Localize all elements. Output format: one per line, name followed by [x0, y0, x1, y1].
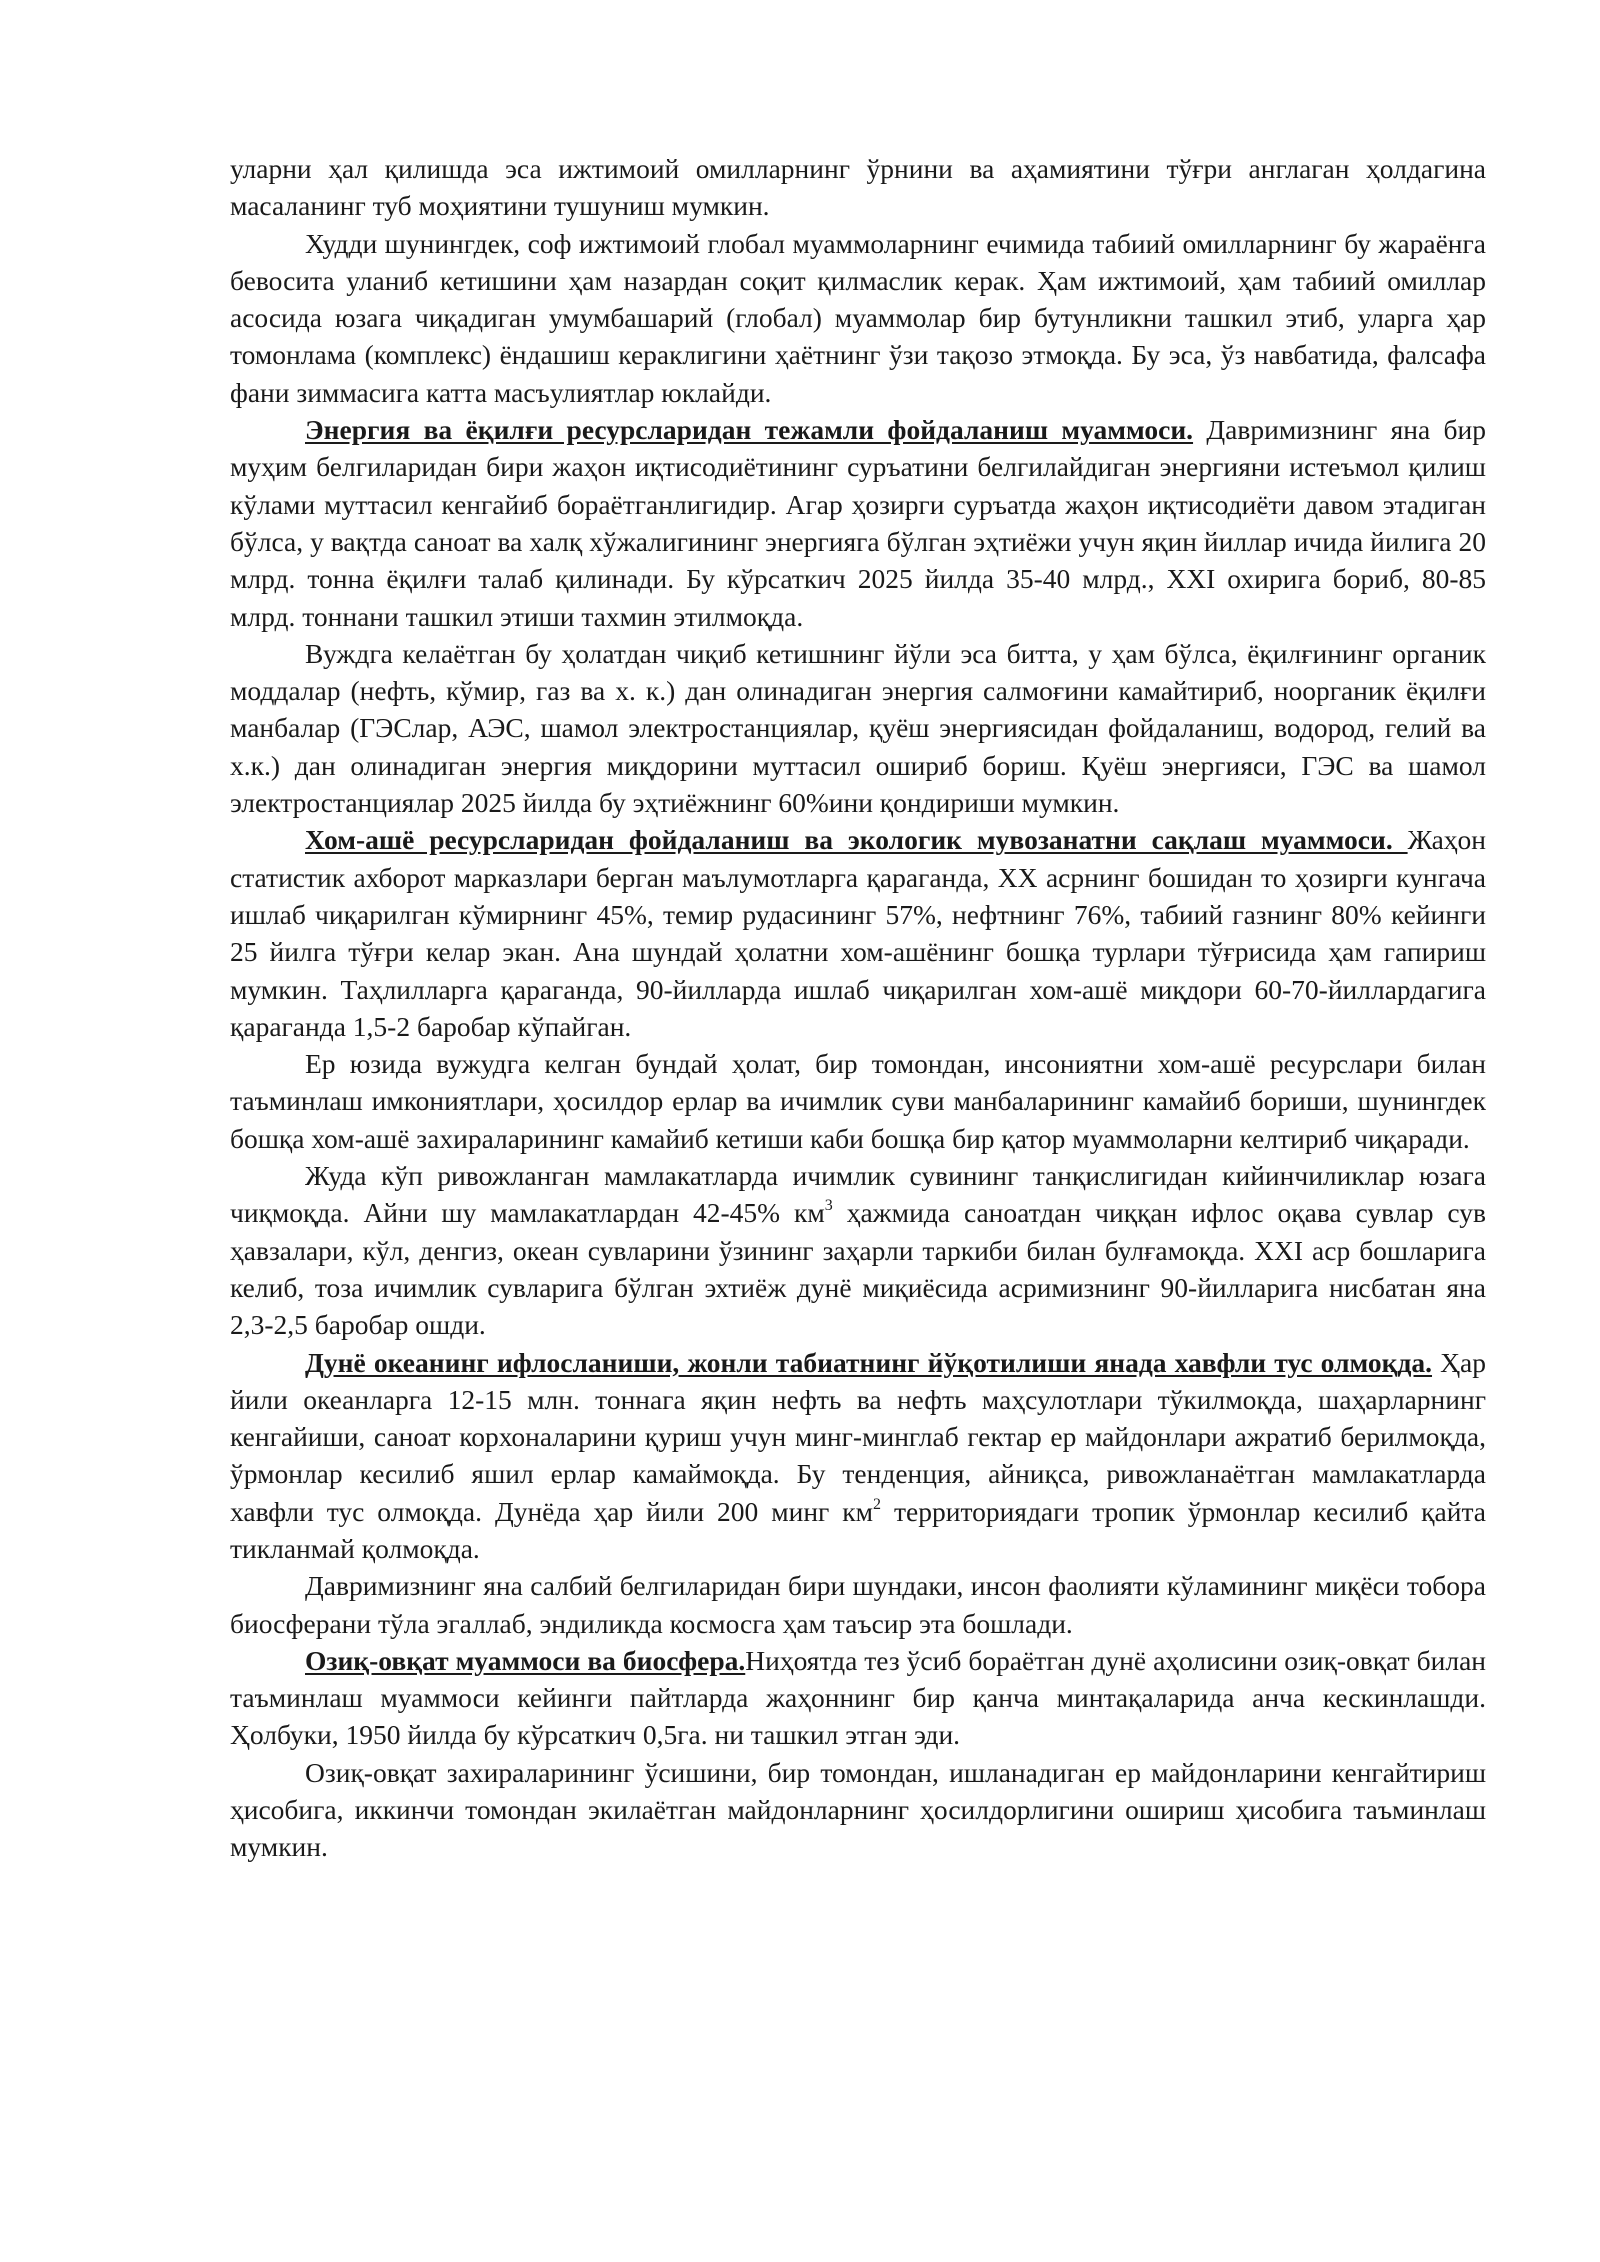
section-heading-energy: Энергия ва ёқилғи ресурсларидан тежамли фойдаланиш муаммоси. — [305, 414, 1194, 446]
document-page — [230, 150, 1486, 1866]
paragraph-biosphere-impact — [230, 1567, 1486, 1642]
paragraph-continuation — [230, 150, 1486, 225]
superscript: 2 — [873, 1495, 882, 1513]
paragraph-text: Худди шунингдек, соф ижтимоий глобал муаммоларнинг ечимида табиий омилларнинг бу жараёнга бевосита уланиб кетишини ҳам назардан соқит қилмаслик керак. Ҳам ижтимоий, ҳам табиий омиллар асосида юзага чиқадиган умумбашарий (глобал) муаммолар бир бутунликни ташкил этиб, уларга ҳар томонлама (комплекс) ёндашиш кераклигини ҳаётнинг ўзи тақозо этмоқда. Бу эса, ўз навбатида, фалсафа фани зиммасига катта масъулиятлар юклайди. — [230, 227, 1486, 408]
paragraph-text: Озиқ-овқат захираларининг ўсишини, бир томондан, ишланадиган ер майдонларини кенгайтириш ҳисобига, иккинчи томондан экилаётган майдонларнинг ҳосилдорлигини ошириш ҳисобига таъминлаш мумкин. — [230, 1756, 1486, 1863]
superscript: 3 — [824, 1197, 833, 1215]
paragraph-text: Давримизнинг яна бир муҳим белгиларидан бири жаҳон иқтисодиётининг суръатини белгилайдиган энергияни истеъмол қилиш кўлами муттасил кенгайиб бораётганлигидир. Агар ҳозирги суръатда жаҳон иқтисодиёти давом этадиган бўлса, у вақтда саноат ва халқ хўжалигининг энергияга бўлган эҳтиёжи учун яқин йиллар ичида йилига 20 млрд. тонна ёқилғи талаб қилинади. Бу кўрсаткич 2025 йилда 35-40 млрд., XXI охирига бориб, 80-85 млрд. тоннани ташкил этиши тахмин этилмоқда. — [230, 414, 1486, 632]
paragraph-text: территориядаги тропик ўрмонлар кесилиб қайта тикланмай қолмоқда. — [230, 1495, 1486, 1564]
paragraph-ocean-pollution — [230, 1344, 1486, 1568]
section-heading-food: Озиқ-овқат муаммоси ва биосфера. — [305, 1644, 746, 1676]
paragraph-food-reserves — [230, 1754, 1486, 1866]
paragraph-water-shortage — [230, 1157, 1486, 1343]
section-heading-raw-materials: Хом-ашё ресурсларидан фойдаланиш ва экологик мувозанатни сақлаш муаммоси. — [305, 824, 1408, 856]
paragraph-text: Ниҳоятда тез ўсиб бораётган дунё аҳолисини озиқ-овқат билан таъминлаш муаммоси кейинги пайтларда жаҳоннинг бир қанча минтақаларида анча кескинлашди. Ҳолбуки, 1950 йилда бу кўрсаткич 0,5га. ни ташкил этган эди. — [230, 1644, 1486, 1751]
paragraph-text: уларни ҳал қилишда эса ижтимоий омилларнинг ўрнини ва аҳамиятини тўғри англаган ҳолдагина масаланинг туб моҳиятини тушуниш мумкин. — [230, 153, 1486, 222]
paragraph-text: Ҳар йили океанларга 12-15 млн. тоннага яқин нефть ва нефть маҳсулотлари тўкилмоқда, шаҳарларнинг кенгайиши, саноат корхоналарини қуриш учун минг-минглаб гектар ер майдонлари ажратиб берилмоқда, ўрмонлар кесилиб яшил ерлар камаймоқда. Бу тенденция, айниқса, ривожланаётган мамлакатларда хавфли тус олмоқда. Дунёда ҳар йили 200 минг км — [230, 1346, 1486, 1527]
paragraph-text: Жуда кўп ривожланган мамлакатларда ичимлик сувининг танқислигидан кийинчиликлар юзага чиқмоқда. Айни шу мамлакатлардан 42-45% км — [230, 1160, 1486, 1229]
paragraph-text: Жаҳон статистик ахборот марказлари берган маълумотларга қараганда, XX асрнинг бошидан то ҳозирги кунгача ишлаб чиқарилган кўмирнинг 45%, темир рудасининг 57%, нефтнинг 76%, табиий газнинг 80% кейинги 25 йилга тўғри келар экан. Ана шундай ҳолатни хом-ашёнинг бошқа турлари тўғрисида ҳам гапириш мумкин. Таҳлилларга қараганда, 90-йилларда ишлаб чиқарилган хом-ашё миқдори 60-70-йиллардагига қараганда 1,5-2 баробар кўпайган. — [230, 824, 1486, 1042]
paragraph-text: Ер юзида вужудга келган бундай ҳолат, бир томондан, инсониятни хом-ашё ресурслари билан таъминлаш имкониятлари, ҳосилдор ерлар ва ичимлик суви манбаларининг камайиб бориши, шунингдек бошқа хом-ашё захираларининг камайиб кетиши каби бошқа бир қатор муаммоларни келтириб чиқаради. — [230, 1048, 1486, 1154]
paragraph-text: Вуждга келаётган бу ҳолатдан чиқиб кетишнинг йўли эса битта, у ҳам бўлса, ёқилғининг органик моддалар (нефть, кўмир, газ ва х. к.) дан олинадиган энергия салмоғини камайтириб, ноорганик ёқилғи манбалар (ГЭСлар, АЭС, шамол электростанциялар, қуёш энергиясидан фойдаланиш, водород, гелий ва х.к.) дан олинадиган энергия миқдорини муттасил ошириб бориш. Қуёш энергияси, ГЭС ва шамол электростанциялар 2025 йилда бу эҳтиёжнинг 60%ини қондириши мумкин. — [230, 637, 1486, 819]
paragraph-energy-problem — [230, 411, 1486, 635]
paragraph-raw-materials — [230, 821, 1486, 1045]
section-heading-ocean: Дунё океанинг ифлосланиши, жонли табиатнинг йўқотилиши янада хавфли тус олмоқда. — [305, 1346, 1433, 1378]
paragraph-energy-solution — [230, 635, 1486, 821]
paragraph-text: ҳажмида саноатдан чиққан ифлос оқава сувлар сув ҳавзалари, кўл, денгиз, океан сувларини ўзининг заҳарли таркиби билан булғамоқда. XXI аср бошларига келиб, тоза ичимлик сувларига бўлган эхтиёж дунё миқиёсида асримизнинг 90-йилларига нисбатан яна 2,3-2,5 баробар ошди. — [230, 1197, 1486, 1341]
paragraph-food-problem — [230, 1642, 1486, 1754]
paragraph-resources-depletion — [230, 1045, 1486, 1157]
paragraph-social-factors — [230, 225, 1486, 411]
paragraph-text: Давримизнинг яна салбий белгиларидан бири шундаки, инсон фаолияти кўламининг миқёси тобора биосферани тўла эгаллаб, эндиликда космосга ҳам таъсир эта бошлади. — [230, 1570, 1486, 1639]
